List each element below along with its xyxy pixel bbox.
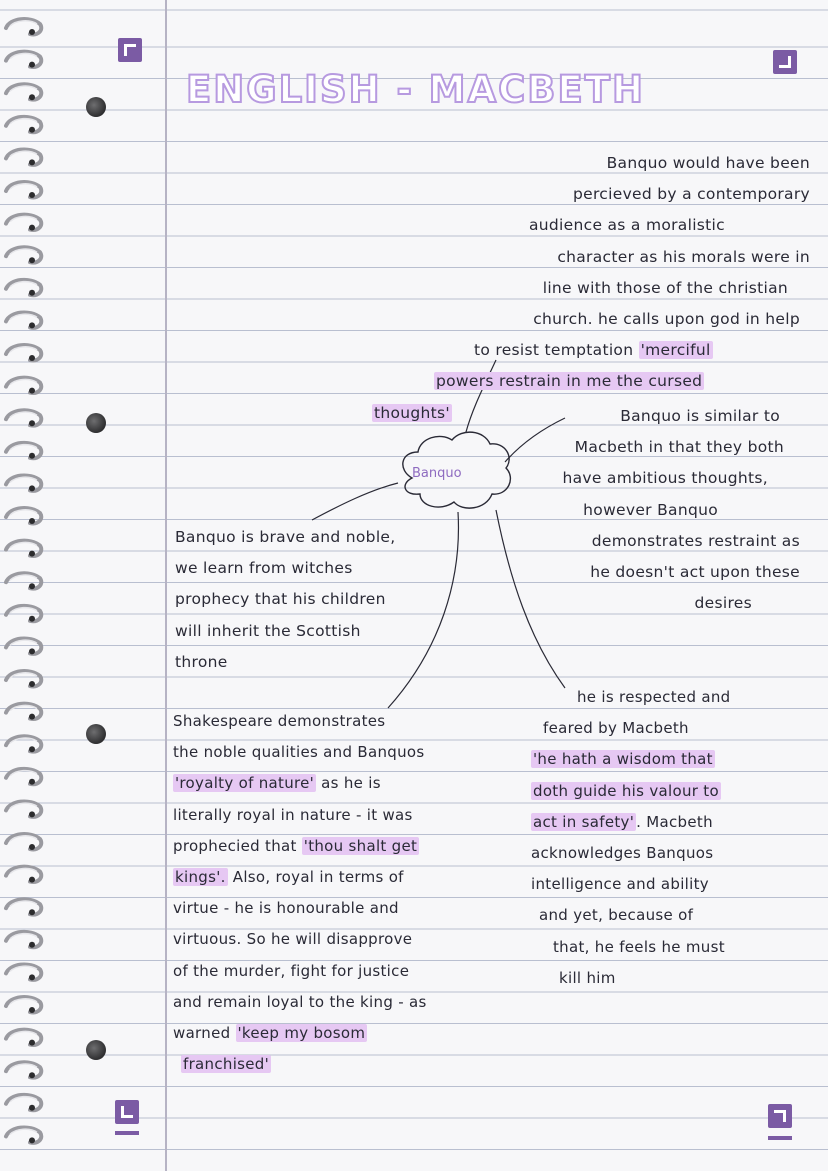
quote-highlight: powers restrain in me the cursed — [436, 372, 703, 390]
note-line: to resist temptation — [474, 341, 634, 359]
note-line: he is respected and — [577, 688, 731, 706]
note-line: prophecy that his children — [175, 590, 386, 609]
note-text: . Macbeth — [636, 812, 713, 831]
note-line: throne — [175, 652, 228, 671]
branch-left — [312, 483, 398, 520]
note-text: warned — [173, 1024, 236, 1043]
note-line: will inherit the Scottish — [175, 621, 361, 640]
note-line: percieved by a contemporary — [573, 185, 810, 204]
note-line — [173, 1049, 427, 1080]
note-line: Macbeth in that they both — [574, 438, 784, 457]
note-line: the noble qualities and Banquos — [173, 743, 425, 762]
quote-highlight: 'merciful — [640, 341, 711, 359]
note-line — [531, 744, 730, 775]
note-line: that, he feels he must — [553, 937, 725, 956]
note-line — [173, 831, 427, 862]
note-line: of the murder, fight for justice — [173, 961, 410, 980]
note-line: line with those of the christian — [542, 278, 788, 297]
branch-bottom-left — [388, 512, 458, 708]
mind-map-center: Banquo — [412, 466, 462, 481]
note-line: virtuous. So he will disapprove — [173, 930, 413, 949]
quote-highlight: thoughts' — [374, 404, 450, 422]
note-line: character as his morals were in — [557, 247, 810, 266]
quote-merciful-powers — [434, 366, 704, 397]
quote-highlight: 'thou shalt get — [303, 836, 418, 855]
note-line: virtue - he is honourable and — [173, 899, 399, 918]
branch-bottom-right — [496, 510, 565, 688]
quote-highlight: doth guide his valour to — [533, 781, 719, 800]
note-line: feared by Macbeth — [543, 719, 689, 738]
quote-highlight: act in safety' — [533, 812, 635, 831]
note-line: desires — [694, 594, 752, 613]
note-temptation-line — [474, 335, 713, 366]
note-line — [531, 776, 730, 807]
note-brave-noble — [175, 522, 396, 678]
note-line: audience as a moralistic — [529, 216, 725, 235]
note-line: literally royal in nature - it was — [173, 805, 413, 824]
note-text: Also, royal in terms of — [227, 868, 404, 887]
quote-highlight: 'keep my bosom — [237, 1024, 366, 1043]
quote-highlight: kings'. — [175, 868, 226, 887]
note-line: and remain loyal to the king - as — [173, 992, 427, 1011]
note-text: prophecied that — [173, 836, 302, 855]
note-shakespeare-demonstrates — [173, 706, 427, 1080]
note-line: we learn from witches — [175, 559, 353, 578]
note-text: as he is — [316, 774, 381, 793]
note-line — [173, 1018, 427, 1049]
quote-highlight: franchised' — [183, 1055, 270, 1074]
note-line: church. he calls upon god in help — [533, 310, 800, 329]
note-line: Banquo is brave and noble, — [175, 528, 396, 546]
note-line — [173, 768, 427, 799]
note-line — [531, 807, 730, 838]
note-line: kill him — [559, 968, 616, 987]
note-respected-feared — [531, 682, 730, 994]
note-line: Banquo would have been — [606, 154, 810, 172]
quote-thoughts — [372, 398, 452, 429]
branch-right-top — [505, 418, 565, 462]
note-line: however Banquo — [583, 500, 718, 519]
note-contemporary-audience — [529, 148, 810, 335]
note-line — [173, 862, 427, 893]
note-line: acknowledges Banquos — [531, 844, 714, 863]
note-line: he doesn't act upon these — [590, 563, 800, 582]
note-line: Shakespeare demonstrates — [173, 712, 386, 730]
note-line: have ambitious thoughts, — [562, 469, 768, 488]
note-similar-to-macbeth — [562, 401, 800, 619]
quote-highlight: 'royalty of nature' — [175, 774, 315, 793]
note-line: Banquo is similar to — [620, 407, 780, 425]
quote-highlight: 'he hath a wisdom that — [533, 750, 713, 769]
page-title: ENGLISH - MACBETH — [186, 68, 645, 111]
note-line: and yet, because of — [539, 906, 694, 925]
note-line: demonstrates restraint as — [591, 531, 800, 550]
note-line: intelligence and ability — [531, 875, 709, 894]
